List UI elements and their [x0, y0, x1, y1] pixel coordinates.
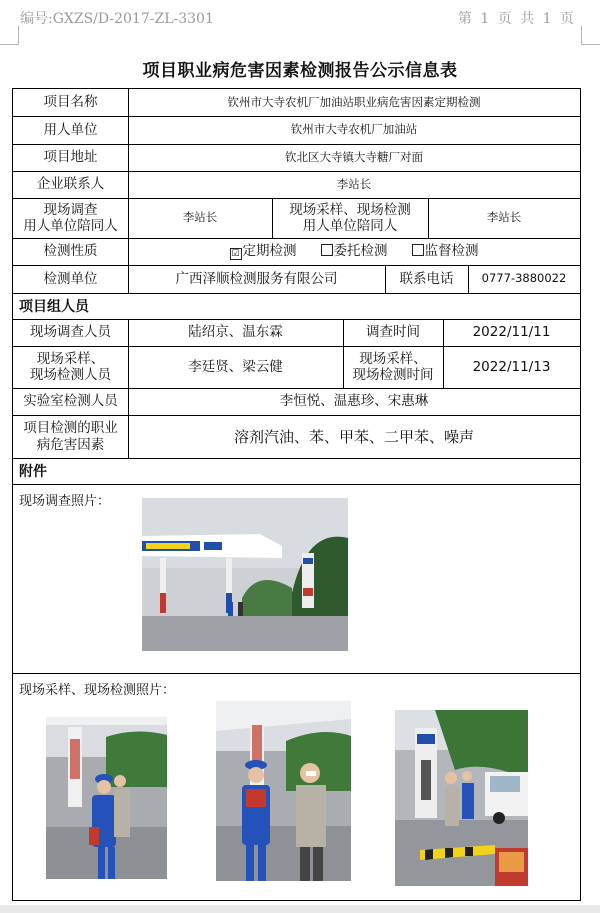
lab-staff-label: 实验室检测人员: [13, 388, 129, 415]
sampling-staff-label: [13, 346, 129, 388]
survey-photo-caption: 现场调查照片：: [19, 494, 111, 509]
sampling-time-label-text: 现场采样、 现场检测时间: [352, 350, 434, 383]
survey-time-value: 2022/11/11: [472, 324, 551, 341]
row-hazards: [13, 415, 580, 459]
survey-escort-label-text: 现场调查 用人单位陪同人: [23, 201, 118, 234]
survey-escort-value: 李站长: [128, 198, 273, 238]
nature-options: [128, 238, 580, 265]
row-attachments-section: [13, 458, 580, 485]
option-entrusted-label: 委托检测: [333, 243, 388, 260]
contact-value: 李站长: [336, 176, 372, 191]
nature-label: 检测性质: [13, 238, 129, 265]
page-number: 第 1 页 共 1 页: [457, 11, 574, 27]
crop-mark-right: [581, 26, 600, 45]
row-lab-staff: [13, 388, 580, 416]
option-supervision[interactable]: [412, 243, 479, 259]
sampling-staff-value: 李廷贤、梁云健: [128, 346, 344, 388]
project-name-label: 项目名称: [13, 89, 129, 116]
row-survey-photo: [13, 484, 580, 674]
sampling-escort-label-text: 现场采样、现场检测 用人单位陪同人: [289, 201, 411, 234]
row-nature: [13, 238, 580, 266]
checkbox-checked[interactable]: ☑: [231, 249, 240, 259]
option-entrusted[interactable]: [321, 243, 388, 259]
row-team-section: [13, 293, 580, 320]
row-escorts: [13, 198, 580, 239]
agency-value: 广西泽顺检测服务有限公司: [128, 265, 386, 293]
project-name-value: 钦州市大寺农机厂加油站职业病危害因素定期检测: [227, 94, 481, 109]
row-sampling-staff: [13, 346, 580, 389]
page-title: 项目职业病危害因素检测报告公示信息表: [142, 61, 458, 81]
attachments-section-heading: 附件: [19, 464, 47, 480]
address-value: 钦北区大寺镇大寺糖厂对面: [285, 149, 423, 164]
checkbox-unchecked[interactable]: [321, 244, 333, 256]
sampling-staff-label-text: 现场采样、 现场检测人员: [30, 350, 111, 383]
team-section-heading: 项目组人员: [19, 299, 89, 315]
survey-time-label: 调查时间: [343, 319, 444, 346]
survey-staff-label: 现场调查人员: [13, 319, 129, 346]
agency-label: 检测单位: [13, 265, 129, 293]
hazards-label-text: 项目检测的职业 病危害因素: [23, 420, 118, 453]
address-label: 项目地址: [13, 144, 129, 171]
info-table: [12, 88, 581, 901]
survey-escort-label: [13, 198, 129, 238]
row-address: [13, 144, 580, 172]
checkbox-unchecked[interactable]: [412, 244, 424, 256]
document-code: 编号:GXZS/D-2017-ZL-3301: [20, 11, 214, 27]
employer-label: 用人单位: [13, 116, 129, 144]
survey-staff-value: 陆绍京、温东霖: [128, 319, 344, 346]
crop-mark-left: [0, 26, 19, 45]
survey-photo: [142, 498, 348, 651]
row-sampling-photos: [13, 673, 580, 902]
sampling-photo-2: [216, 701, 351, 881]
hazards-label: [13, 415, 129, 458]
option-periodic[interactable]: [230, 243, 297, 260]
sampling-photo-3: [395, 710, 528, 886]
row-project-name: [13, 89, 580, 117]
contact-label: 企业联系人: [13, 171, 129, 198]
phone-value: 0777-3880022: [481, 271, 567, 286]
option-periodic-label: 定期检测: [242, 243, 297, 259]
hazards-value: 溶剂汽油、苯、甲苯、二甲苯、噪声: [233, 427, 474, 446]
sampling-time-value: 2022/11/13: [472, 358, 551, 375]
page-bottom-edge: [0, 905, 600, 913]
sampling-photo-caption: 现场采样、现场检测照片：: [19, 683, 176, 698]
sampling-time-label: [343, 346, 444, 388]
row-employer: [13, 116, 580, 145]
option-supervision-label: 监督检测: [424, 243, 479, 260]
lab-staff-value: 李恒悦、温惠珍、宋惠琳: [279, 393, 429, 410]
phone-label: 联系电话: [385, 265, 469, 293]
row-contact: [13, 171, 580, 199]
row-survey-staff: [13, 319, 580, 347]
employer-value: 钦州市大寺农机厂加油站: [290, 122, 418, 137]
sampling-escort-value: 李站长: [486, 210, 522, 225]
sampling-escort-label: [272, 198, 429, 238]
row-agency: [13, 265, 580, 294]
sampling-photo-1: [46, 717, 167, 879]
